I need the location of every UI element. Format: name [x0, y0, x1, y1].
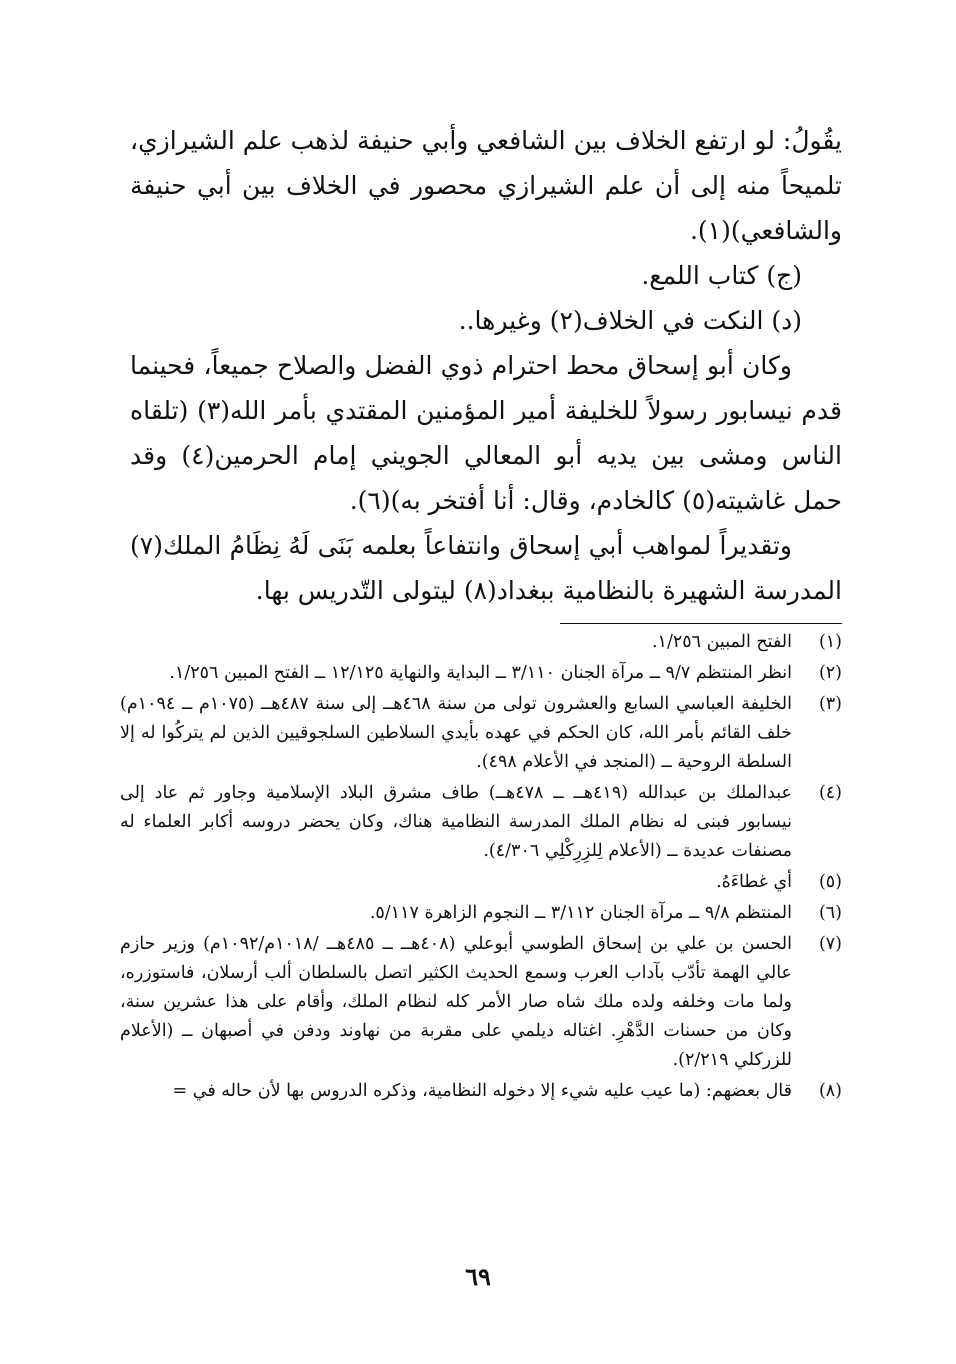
footnote-5: [120, 868, 842, 897]
footnote-text: عبدالملك بن عبدالله (٤١٩هــ ــ ٤٧٨هــ) طاف مشرق البلاد الإسلامية وجاور ثم عاد إلى نيسابور فبنى له نظام الملك المدرسة النظامية هناك، وكان يحضر دروسه أكابر العلماء له مصنفات عديدة ــ (الأعلام لِلزِرِكْلِي ٤/٣٠٦).: [120, 783, 792, 861]
page-number: ٦٩: [465, 1262, 491, 1291]
footnote-number: (٦): [818, 903, 842, 923]
footnote-number: (٢): [818, 663, 842, 683]
paragraph-nizamiyya: وتقديراً لمواهب أبي إسحاق وانتفاعاً بعلمه بَنَى لَهُ نِظَامُ الملك(٧) المدرسة الشهيرة بالنظامية ببغداد(٨) ليتولى التّدريس بها.: [130, 531, 842, 605]
footnote-number: (٧): [818, 934, 842, 954]
footnote-6: [120, 899, 842, 928]
footnote-text: الخليفة العباسي السابع والعشرون تولى من سنة ٤٦٨هــ إلى سنة ٤٨٧هــ (١٠٧٥م ــ ١٠٩٤م) خلف القائم بأمر الله، كان الحكم في عهده بأيدي السلاطين السلجوقيين الذين لم يتركُوا له إلا السلطة الروحية ــ (المنجد في الأعلام ٤٩٨).: [120, 694, 792, 772]
footnote-number: (١): [818, 632, 842, 652]
footnote-4: [120, 779, 842, 866]
footnote-number: (٥): [818, 872, 842, 892]
footnote-text: الفتح المبين ١/٢٥٦.: [651, 632, 792, 652]
footnote-8: [120, 1077, 842, 1106]
paragraph-quote: يقُولُ: لو ارتفع الخلاف بين الشافعي وأبي حنيفة لذهب علم الشيرازي، تلميحاً منه إلى أن علم الشيرازي محصور في الخلاف بين أبي حنيفة والشافعي)(١).: [130, 126, 842, 245]
footnote-1: [120, 628, 842, 657]
footnote-number: (٨): [818, 1081, 842, 1101]
footnote-separator: [560, 623, 842, 624]
paragraph-abu-ishaq: وكان أبو إسحاق محط احترام ذوي الفضل والصلاح جميعاً، فحينما قدم نيسابور رسولاً للخليفة أمير المؤمنين المقتدي بأمر الله(٣) (تلقاه الناس ومشى بين يديه أبو المعالي الجويني إمام الحرمين(٤) وقد حمل غاشيته(٥) كالخادم، وقال: أنا أفتخر به)(٦).: [130, 351, 842, 515]
footnote-text: انظر المنتظم ٩/٧ ــ مرآة الجنان ٣/١١٠ ــ البداية والنهاية ١٢/١٢٥ ــ الفتح المبين ١/٢٥٦.: [169, 663, 792, 683]
footnote-3: [120, 690, 842, 777]
footnote-text: الحسن بن علي بن إسحاق الطوسي أبوعلي (٤٠٨هــ ــ ٤٨٥هــ /١٠١٨م/١٠٩٢م) وزير حازم عالي الهمة تأدّب بآداب العرب وسمع الحديث الكثير اتصل بالسلطان ألب أرسلان، فاستوزره، ولما مات وخلفه ولده ملك شاه صار الأمر كله لنظام الملك، وأقام على هذا عشرين سنة، وكان من حسنات الدَّهْرِ. اغتاله ديلمي على مقربة من نهاوند ودفن في أصبهان ــ (الأعلام للزركلي ٢/٢١٩).: [120, 934, 793, 1070]
list-item-d: (د) النكت في الخلاف(٢) وغيرها..: [458, 306, 802, 335]
footnote-text: أي غطاءَهُ.: [716, 872, 792, 892]
main-text: [130, 118, 842, 613]
footnote-2: [120, 659, 842, 688]
footnote-text: قال بعضهم: (ما عيب عليه شيء إلا دخوله النظامية، وذكره الدروس بها لأن حاله في =: [172, 1081, 792, 1101]
footnotes: [120, 628, 842, 1108]
footnote-number: (٣): [818, 694, 842, 714]
list-item-c: (ج) كتاب اللمع.: [641, 261, 802, 290]
footnote-7: [120, 930, 842, 1075]
footnote-number: (٤): [818, 783, 842, 803]
footnote-text: المنتظم ٩/٨ ــ مرآة الجنان ٣/١١٢ ــ النجوم الزاهرة ٥/١١٧.: [369, 903, 792, 923]
